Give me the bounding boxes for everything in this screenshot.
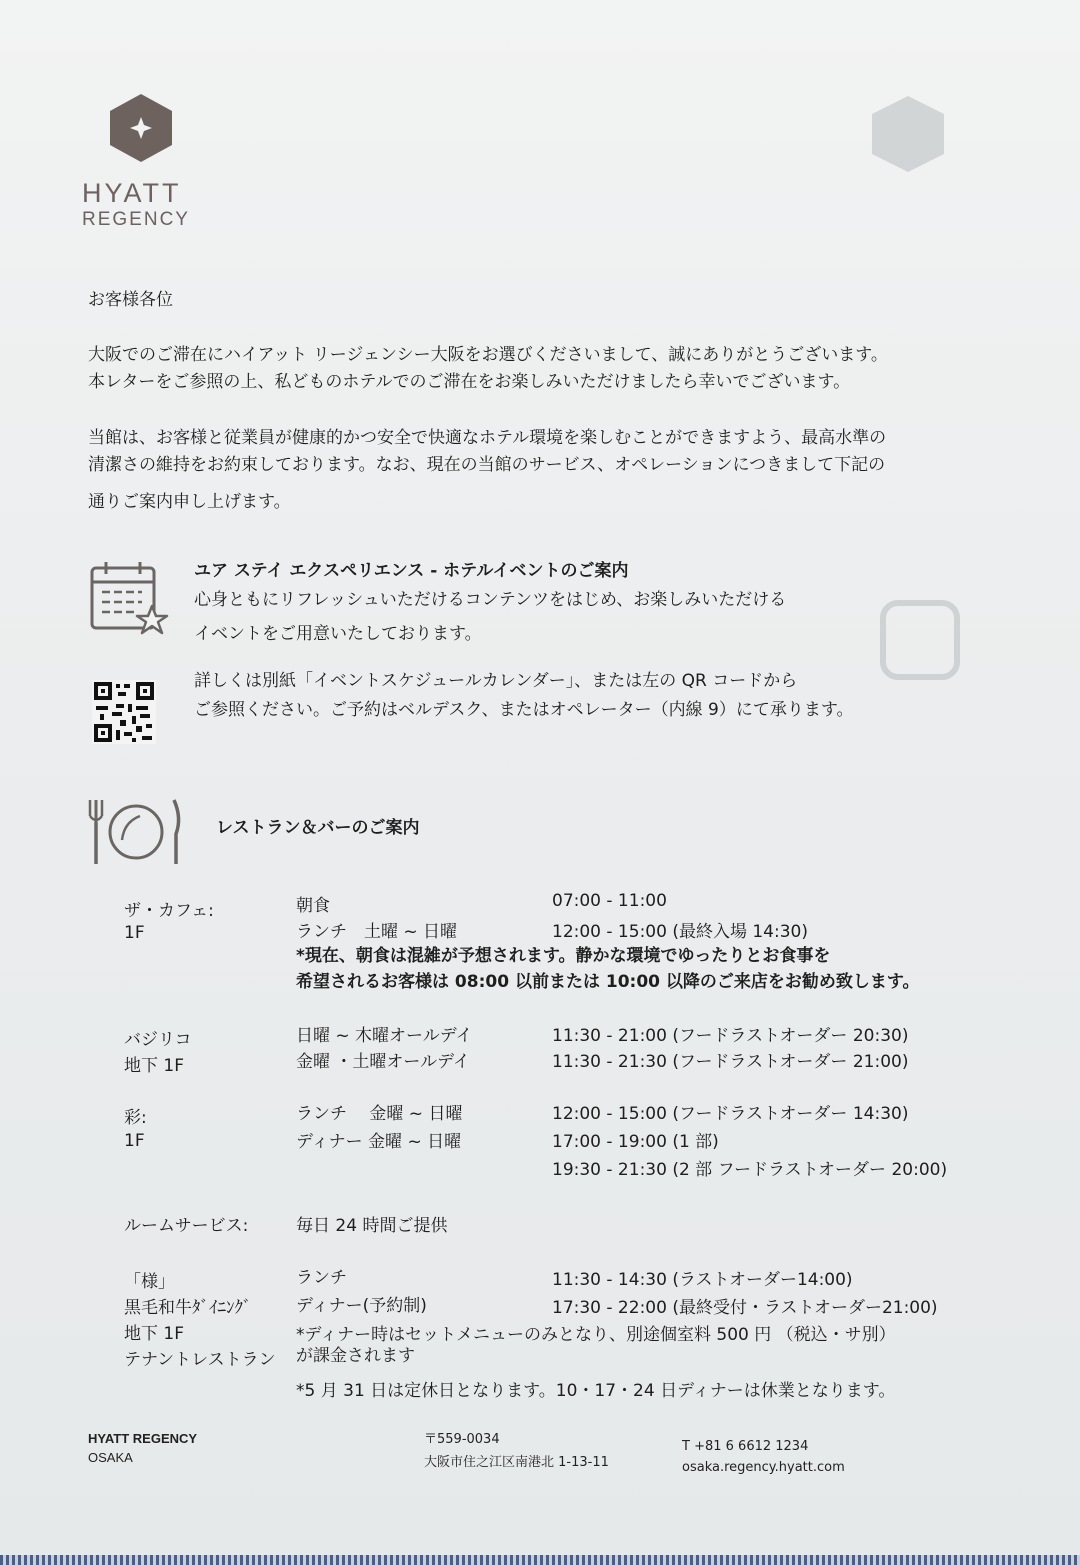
aya-name: 彩: [124,1108,147,1128]
cafe-floor: 1F [124,923,145,943]
sama-r1-label: ランチ [296,1268,347,1288]
basilico-r1-label: 日曜 ~ 木曜オールデイ [296,1026,473,1046]
sama-name-2: 黒毛和牛ﾀﾞｲﾆﾝｸﾞ [124,1298,252,1318]
policy-line-3: 通りご案内申し上げます。 [88,492,291,512]
sama-r1-time: 11:30 - 14:30 (ラストオーダー14:00) [552,1270,853,1290]
sama-note-2: が課金されます [296,1346,415,1366]
sama-r2-label: ディナー(予約制) [296,1296,427,1316]
sama-note-3: *5 月 31 日は定休日となります。10・17・24 日ディナーは休業となります。 [296,1381,896,1401]
events-body-2: イベントをご用意いたしております。 [194,624,482,644]
intro-line-2: 本レターをご参照の上、私どものホテルでのご滞在をお楽しみいただけましたら幸いでございます。 [88,372,851,392]
footer-name-line-2: OSAKA [88,1450,133,1465]
basilico-floor: 地下 1F [124,1056,184,1076]
logo-text-hyatt: HYATT [82,178,182,208]
show-through-logo [848,92,968,202]
footer-hotel-name [88,1429,197,1467]
aya-floor: 1F [124,1131,145,1151]
sama-name-1: 「様」 [124,1272,175,1292]
plate-cutlery-icon [88,798,184,870]
policy-line-2: 清潔さの維持をお約束しております。なお、現在の当館のサービス、オペレーションにつきまして下記の [88,455,886,475]
events-title: ユア ステイ エクスペリエンス - ホテルイベントのご案内 [194,561,629,581]
show-through-panel [880,600,960,680]
calendar-star-icon [88,558,172,644]
basilico-r2-time: 11:30 - 21:30 (フードラストオーダー 21:00) [552,1052,909,1072]
room-service-text: 毎日 24 時間ご提供 [296,1216,448,1236]
cafe-breakfast-label: 朝食 [296,896,330,916]
hyatt-logo-icon [106,92,176,164]
aya-r2-time: 17:00 - 19:00 (1 部) [552,1132,719,1152]
footer-address [424,1430,609,1472]
sama-name-3: 地下 1F [124,1324,184,1344]
cafe-breakfast-time: 07:00 - 11:00 [552,891,667,911]
basilico-r1-time: 11:30 - 21:00 (フードラストオーダー 20:30) [552,1026,909,1046]
footer-web-link[interactable]: osaka.regency.hyatt.com [682,1460,845,1475]
sama-note-1: *ディナー時はセットメニューのみとなり、別途個室料 500 円 （税込・サ別） [296,1325,896,1345]
sama-name-4: テナントレストラン [124,1350,276,1370]
tablecloth-edge [0,1555,1080,1565]
events-body-1: 心身ともにリフレッシュいただけるコンテンツをはじめ、お楽しみいただける [194,590,787,610]
greeting: お客様各位 [88,290,173,310]
aya-r1-label: ランチ 金曜 ~ 日曜 [296,1104,463,1124]
sama-r2-time: 17:30 - 22:00 (最終受付・ラストオーダー21:00) [552,1298,938,1318]
footer-address-line: 大阪市住之江区南港北 1-13-11 [424,1455,609,1470]
logo-text-regency: REGENCY [82,209,190,230]
aya-r3-time: 19:30 - 21:30 (2 部 フードラストオーダー 20:00) [552,1160,948,1180]
qr-code-icon [92,680,156,748]
restaurants-title: レストラン＆バーのご案内 [216,818,420,838]
intro-line-1: 大阪でのご滞在にハイアット リージェンシー大阪をお選びくださいまして、誠にありがとうございます。 [88,345,888,365]
footer-tel: T +81 6 6612 1234 [682,1439,809,1454]
cafe-name: ザ・カフェ: [124,901,214,921]
footer-postal: 〒559-0034 [424,1432,500,1447]
cafe-lunch-time: 12:00 - 15:00 (最終入場 14:30) [552,922,808,942]
policy-line-1: 当館は、お客様と従業員が健康的かつ安全で快適なホテル環境を楽しむことができますよう、最高水準の [88,428,887,448]
footer-contact [682,1437,845,1477]
cafe-note-2: 希望されるお客様は 08:00 以前または 10:00 以降のご来店をお勧め致します。 [296,972,920,992]
cafe-note-1: *現在、朝食は混雑が予想されます。静かな環境でゆったりとお食事を [296,946,831,966]
events-qr-text-1: 詳しくは別紙「イベントスケジュールカレンダー」、または左の QR コードから [194,671,798,691]
basilico-name: バジリコ [124,1030,192,1050]
aya-r2-label: ディナー 金曜 ~ 日曜 [296,1132,462,1152]
events-qr-text-2: ご参照ください。ご予約はベルデスク、またはオペレーター（内線 9）にて承ります。 [194,700,854,720]
cafe-lunch-label: ランチ 土曜 ~ 日曜 [296,922,458,942]
aya-r1-time: 12:00 - 15:00 (フードラストオーダー 14:30) [552,1104,909,1124]
footer-name-line-1: HYATT REGENCY [88,1431,198,1446]
room-service-name: ルームサービス: [124,1216,249,1236]
basilico-r2-label: 金曜 ・土曜オールデイ [296,1052,470,1072]
hyatt-regency-logo [76,92,206,231]
